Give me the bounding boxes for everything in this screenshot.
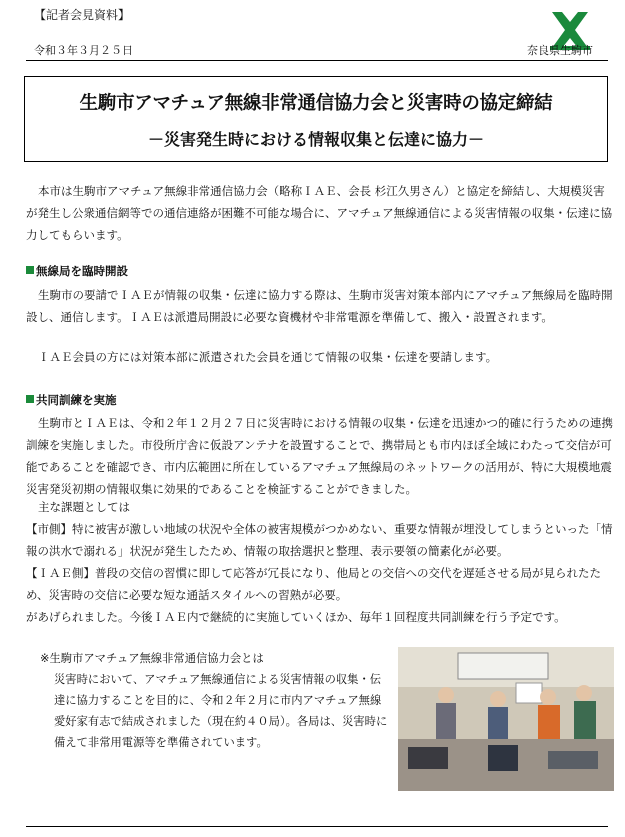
association-note (40, 648, 390, 753)
section-heading-radio-station: 無線局を臨時開設 (26, 263, 128, 279)
issue-label: 【ＩＡＥ側】 (26, 566, 95, 580)
section1-paragraph-2: ＩＡＥ会員の方には対策本部に派遣された会員を通じて情報の収集・伝達を要請します。 (38, 350, 498, 364)
release-date: 令和３年３月２５日 (34, 44, 133, 57)
note-body: 災害時において、アマチュア無線通信による災害情報の収集・伝達に協力することを目的に、令和２年２月に市内アマチュア無線愛好家有志で結成されました（現在約４０局）。各局は、災害時に備えて非常用電源等を準備されています。 (54, 673, 388, 749)
square-bullet-icon (26, 266, 34, 274)
issue-iae (26, 562, 614, 628)
issue-text: 特に被害が激しい地域の状況や全体の被害規模がつかめない、重要な情報が埋没してしまうといった「情報の洪水で溺れる」状況が発生したため、情報の取捨選択と整理、表示要領の簡素化が必要。 (26, 522, 613, 558)
issue-label: 【市側】 (26, 522, 72, 536)
title-box (24, 76, 608, 162)
section1-paragraph-1: 生駒市の要請でＩＡＥが情報の収集・伝達に協力する際は、生駒市災害対策本部内にアマチュア無線局を臨時開設し、通信します。ＩＡＥは派遣局開設に必要な資機材や非常電源を準備して、搬入・設置されます。 (26, 288, 613, 324)
footer-divider (26, 826, 608, 827)
issues-intro: 主な課題としては (38, 500, 130, 514)
issue-city (26, 518, 614, 562)
conclusion-text: があげられました。今後ＩＡＥ内で継続的に実施していくほか、毎年１回程度共同訓練を行う予定です。 (26, 610, 566, 624)
organization-name: 奈良県生駒市 (527, 44, 593, 57)
square-bullet-icon (26, 395, 34, 403)
training-photo (398, 647, 614, 791)
issue-text: 普段の交信の習慣に即して応答が冗長になり、他局との交信への交代を遅延させる局が見られたため、災害時の交信に必要な短な通話スタイルへの習熟が必要。 (26, 566, 601, 602)
page-title: 生駒市アマチュア無線非常通信協力会と災害時の協定締結 (79, 93, 553, 114)
document-tag: 【記者会見資料】 (34, 8, 131, 22)
section-heading-joint-drill: 共同訓練を実施 (26, 392, 117, 408)
page-subtitle: －災害発生時における情報収集と伝達に協力－ (147, 130, 484, 149)
header-divider (26, 60, 608, 61)
note-title: ※生駒市アマチュア無線非常通信協力会とは (40, 652, 264, 665)
section2-paragraph: 生駒市とＩＡＥは、令和２年１２月２７日に災害時における情報の収集・伝達を迅速かつ的確に行うための連携訓練を実施しました。市役所庁舎に仮設アンテナを設置することで、携帯局とも市内ほぼ全域にわたって交信が可能であることを確認でき、市内広範囲に所在しているアマチュア無線局のネットワークの活用が、特に大規模地震災害発災初期の情報収集に効果的であることを検証することができました。 (26, 416, 613, 496)
intro-paragraph: 本市は生駒市アマチュア無線非常通信協力会（略称ＩＡＥ、会長 杉江久男さん）と協定を締結し、大規模災害が発生し公衆通信網等での通信連絡が困難不可能な場合に、アマチュア無線通信による災害情報の収集・伝達に協力してもらいます。 (26, 184, 613, 242)
